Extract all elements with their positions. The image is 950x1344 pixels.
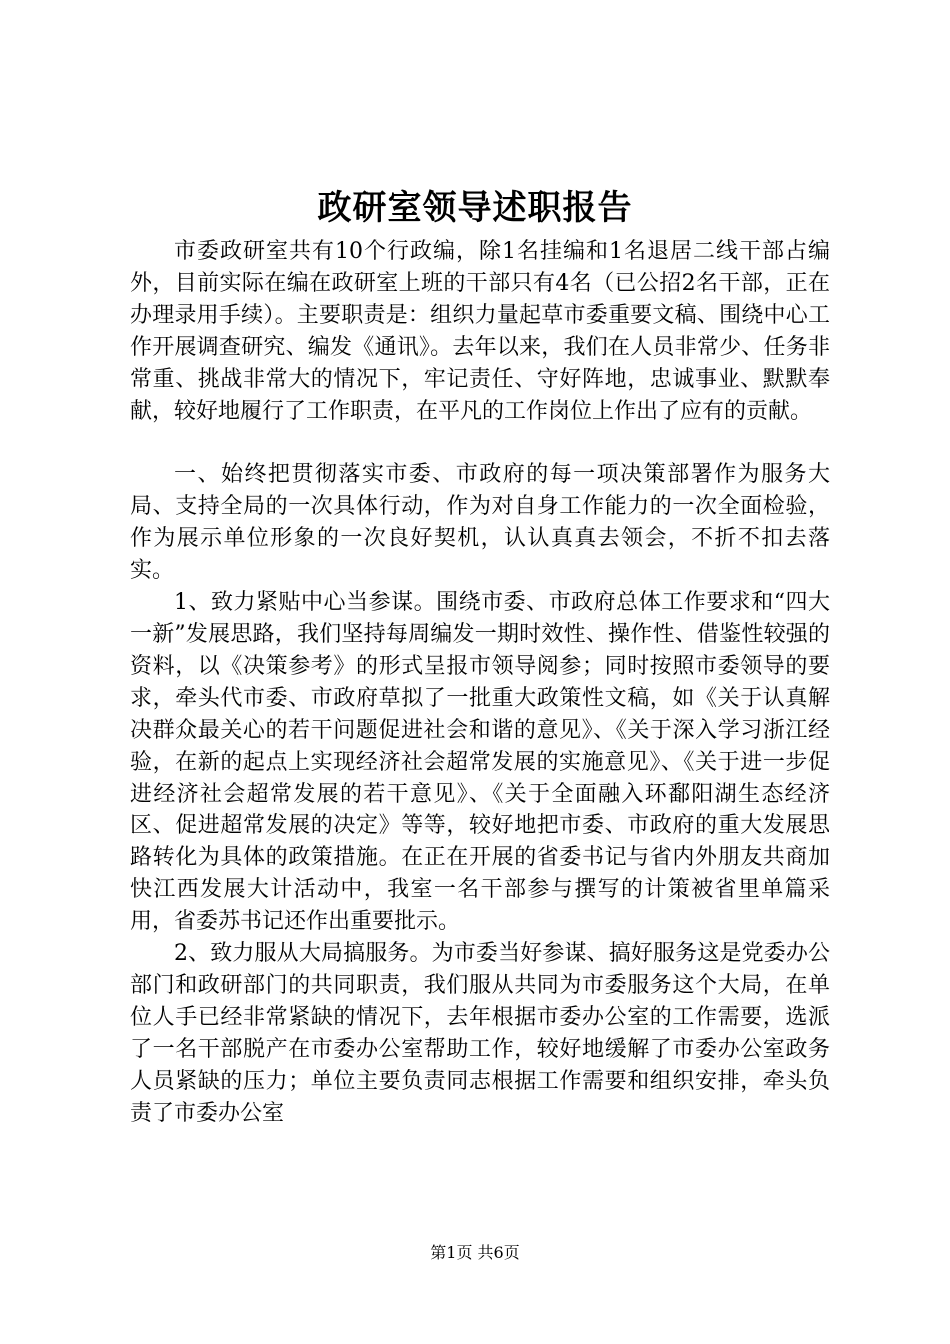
item-one-paragraph: 1、致力紧贴中心当参谋。围绕市委、市政府总体工作要求和“四大一新”发展思路，我们坚持每周编发一期时效性、操作性、借鉴性较强的资料，以《决策参考》的形式呈报市领导阅参；同时按照市委领导的要求，牵头代市委、市政府草拟了一批重大政策性文稿，如《关于认真解决群众最关心的若干问题促进社会和谐的意见》、《关于深入学习浙江经验，在新的起点上实现经济社会超常发展的实施意见》、《关于进一步促进经济社会超常发展的若干意见》、《关于全面融入环鄱阳湖生态经济区、促进超常发展的决定》等等，较好地把市委、市政府的重大发展思路转化为具体的政策措施。在正在开展的省委书记与省内外朋友共商加快江西发展大计活动中，我室一名干部参与撰写的计策被省里单篇采用，省委苏书记还作出重要批示。 [130, 590, 830, 935]
section-one-paragraph: 一、始终把贯彻落实市委、市政府的每一项决策部署作为服务大局、支持全局的一次具体行动，作为对自身工作能力的一次全面检验，作为展示单位形象的一次良好契机，认认真真去领会，不折不扣去落实。 [130, 462, 830, 584]
document-title: 政研室领导述职报告 [317, 188, 633, 228]
document-body [130, 236, 830, 1129]
intro-paragraph: 市委政研室共有10个行政编，除1名挂编和1名退居二线干部占编外，目前实际在编在政研室上班的干部只有4名（已公招2名干部，正在办理录用手续）。主要职责是：组织力量起草市委重要文稿、围绕中心工作开展调查研究、编发《通讯》。去年以来，我们在人员非常少、任务非常重、挑战非常大的情况下，牢记责任、守好阵地，忠诚事业、默默奉献，较好地履行了工作职责，在平凡的工作岗位上作出了应有的贡献。 [130, 239, 830, 424]
page-number: 第1页 共6页 [430, 1243, 520, 1262]
item-two-paragraph: 2、致力服从大局搞服务。为市委当好参谋、搞好服务这是党委办公部门和政研部门的共同职责，我们服从共同为市委服务这个大局，在单位人手已经非常紧缺的情况下，去年根据市委办公室的工作需要，选派了一名干部脱产在市委办公室帮助工作，较好地缓解了市委办公室政务人员紧缺的压力；单位主要负责同志根据工作需要和组织安排，牵头负责了市委办公室 [130, 941, 830, 1126]
